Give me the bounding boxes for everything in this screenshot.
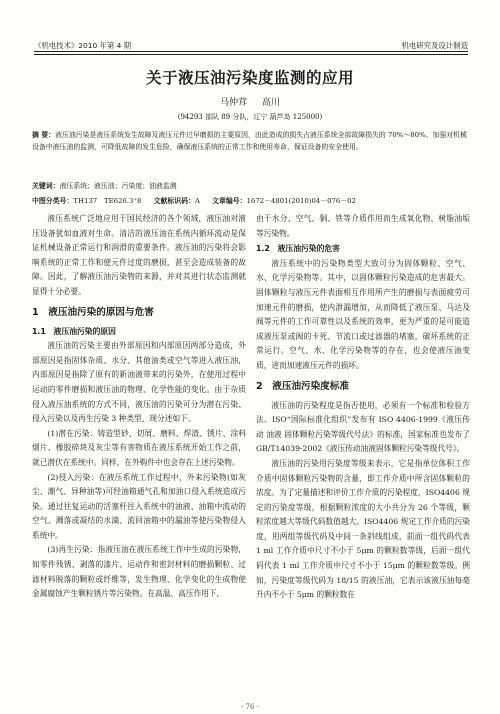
paragraph-continued: 由于水分、空气、铜、铁等介质作用而生成氧化物、树脂油垢等污染物。 xyxy=(256,214,470,238)
subsection-heading-1-1: 1.1 液压油污染的原因 xyxy=(32,326,116,336)
subsection-heading-1-2: 1.2 液压油污染的危害 xyxy=(256,244,340,254)
header-rule-thin xyxy=(34,54,468,55)
article-title: 关于液压油污染度监测的应用 xyxy=(145,69,354,87)
article-no-label: 文章编号： xyxy=(212,197,247,205)
doc-code-label: 文献标识码： xyxy=(153,197,195,205)
keywords-text: 液压系统；液压油；污染度；油液监测 xyxy=(59,182,177,190)
right-column xyxy=(256,212,470,603)
paragraph: (1)潜在污染：铸造型砂、切屑、磨料、焊渣、锈片、涂料烟片、橡胶碎块及灰尘等有害物质在液压系统开始工作之前，就已潜伏在系统中。同样，在外购件中也会存在上述污染物。 xyxy=(32,428,246,467)
affiliation: (94293 部队 89 分队，辽宁 葫芦岛 125000) xyxy=(177,113,323,121)
clc-value: TH137 TE626.3⁺8 xyxy=(73,197,142,205)
paragraph: 液压油的污染用污染度等级来表示，它是指单位体积工作介质中固体颗粒污染物的含量，即工作介质中所含固体颗粒的浓度。为了定量描述和评价工作介质的污染程度，ISO4406 规定的污染度等级，根据颗粒浓度的大小共分为 26 个等级，颗粒浓度越大等级代码数值越大。ISO4406 规定工作介质的污染度，用两组等级代码及中间一条斜线组成，前面一组代码代表 1 ml 工作介质中尺寸不小于 5μm 的颗粒数等级，后面一组代码代表 1 ml 工作介质中尺寸不小于 15μm 的颗粒数等级。例如，污染度等级代码为 18/15 的液压油，它表示该液压油每毫升内不小于 5μm 的颗粒数在 xyxy=(256,458,470,600)
paragraph: 液压系统中的污染物类型大致可分为固体颗粒、空气、水、化学污染物等。其中，以固体颗粒污染造成的危害最大。固体颗粒与液压元件表面相互作用所产生的磨损与表面疲劳可加速元件的磨损，使内泄漏增加，从而降低了液压泵、马达及阀等元件的工作可靠性以及系统的效率，更为严重的是可能造成液压泵或阀的卡死、节流口或过滤器的堵塞，破坏系统的正常运行。空气、水、化学污染物等的存在，也会使液压油变质，进而加速液压元件的损坏。 xyxy=(256,258,470,370)
authors: 马仲茸 高川 xyxy=(220,98,280,108)
paragraph: (2)侵入污染：在液压系统工作过程中，外来污染物(如灰尘、潮气、异种油等)可经油箱通气孔和加油口侵入系统造成污染。通过往复运动的活塞杆往入系统中的油液、油箱中流动的空气、溅落或凝结的水滴、流回油箱中的漏油等使污染物侵入系统中。 xyxy=(32,472,246,540)
abstract-text: 液压油污染是液压系统发生故障及液压元件过早磨损的主要原因，由此造成的损失占液压系统全部故障损失的 70%～80%。加强对机械设备中液压油的监测，可降低故障的发生危险，确保液压系统的正常工作和使用寿命，保证设备的安全使用。 xyxy=(32,131,467,152)
paragraph: (3)再生污染：指液压油在液压系统工作中生成的污染物，如零件残锈、剥落的漆片、运动件和密封材料的磨损颗粒、过滤材料脱落的颗粒或纤维等，发生物理、化学变化的生成物使金属腐蚀产生颗粒锈片等污染物。在高温、高压作用下， xyxy=(32,545,246,599)
running-header xyxy=(34,40,468,50)
article-no-value: 1672－4801(2010)04－076－02 xyxy=(246,197,356,205)
paragraph: 液压油的污染程度是指否使用，必须有一个标准和检验方法。ISO“国际标准化组织”发布有 ISO 4406-1999《液压传动 油液 固体颗粒污染等级代号法》的标准，国家标准也发布了 GB/T14039-2002《液压传动油液固体颗粒污染等级代号》。 xyxy=(256,400,470,454)
abstract xyxy=(32,129,468,154)
keywords-label: 关键词： xyxy=(32,182,60,190)
section-name: 机电研究及设计制造 xyxy=(401,41,468,50)
left-column xyxy=(32,212,246,602)
page-number: · 76 · xyxy=(241,703,259,711)
abstract-label: 摘 要： xyxy=(32,131,56,139)
classification-line xyxy=(32,195,366,205)
intro-paragraph: 液压系统广泛地应用于国民经济的各个领域，液压油对液压设备犹如血液对生命。清洁的液压油在系统内循环流动是保证机械设备正常运行和润滑的重要条件。液压油的污染将会影响系统的正常工作和使元件过度的磨损，甚至会造成装备的故障。因此，了解液压油污染物的来源，并对其进行状态监测就显得十分必要。 xyxy=(32,214,246,296)
header-rule-thick xyxy=(34,51,468,52)
doc-code-value: A xyxy=(194,197,200,205)
section-heading-1: 1 液压油污染的原因与危害 xyxy=(32,306,154,318)
paragraph: 液压油的污染主要由外部原因和内部原因两部分造成，外部原因是指固体杂质、水分、其他油类或空气等进入液压油，内部原因是指除了原有的新油液带来的污染外，在使用过程中运动的零件磨损和液压油的物理、化学性能的变化。由于杂质侵入液压油系统的方式不同，液压油的污染可分为潜在污染、侵入污染以及再生污染 3 种类型，现分述如下。 xyxy=(32,341,246,424)
section-heading-2: 2 液压油污染度标准 xyxy=(256,380,350,392)
clc-label: 中图分类号： xyxy=(32,197,74,205)
journal-issue: 《机电技术》2010 年第 4 期 xyxy=(34,41,132,50)
keywords xyxy=(32,180,177,190)
